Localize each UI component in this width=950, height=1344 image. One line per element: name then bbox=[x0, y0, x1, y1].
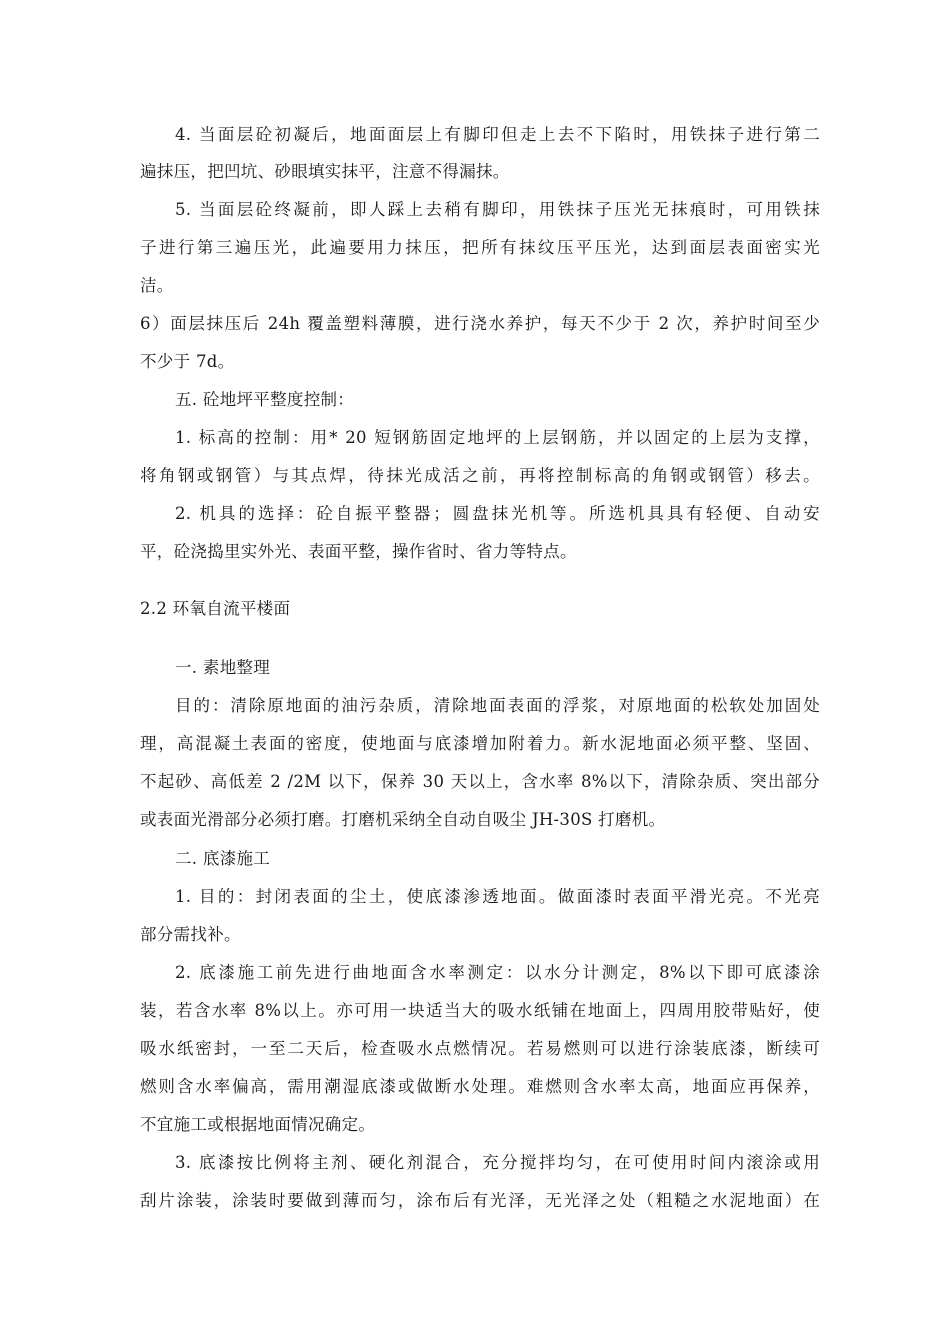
paragraph-line: 吸水纸密封，一至二天后，检查吸水点燃情况。若易燃则可以进行涂装底漆，断续可 bbox=[140, 1039, 820, 1058]
paragraph-line: 1. 目的：封闭表面的尘土，使底漆渗透地面。做面漆时表面平滑光亮。不光亮 bbox=[175, 887, 820, 906]
paragraph-line: 将角钢或钢管）与其点焊，待抹光成活之前，再将控制标高的角钢或钢管）移去。 bbox=[140, 466, 820, 485]
section-heading: 五. 砼地坪平整度控制： bbox=[175, 390, 355, 409]
paragraph-line: 目的：清除原地面的油污杂质，清除地面表面的浮浆，对原地面的松软处加固处 bbox=[175, 696, 820, 715]
paragraph-line: 6）面层抹压后 24h 覆盖塑料薄膜，进行浇水养护，每天不少于 2 次，养护时间至少 bbox=[140, 314, 820, 333]
paragraph-line: 不宜施工或根据地面情况确定。 bbox=[140, 1115, 376, 1134]
paragraph-line: 洁。 bbox=[140, 276, 174, 295]
section-heading: 二. 底漆施工 bbox=[175, 849, 271, 868]
paragraph-line: 部分需找补。 bbox=[140, 925, 241, 944]
paragraph-line: 1. 标高的控制：用* 20 短钢筋固定地坪的上层钢筋，并以固定的上层为支撑， bbox=[175, 428, 820, 447]
paragraph-line: 不起砂、高低差 2 /2M 以下，保养 30 天以上，含水率 8%以下，清除杂质、突出部分 bbox=[140, 772, 820, 791]
section-heading: 一. 素地整理 bbox=[175, 658, 271, 677]
paragraph-line: 平，砼浇捣里实外光、表面平整，操作省时、省力等特点。 bbox=[140, 542, 577, 561]
paragraph-line: 刮片涂装，涂装时要做到薄而匀，涂布后有光泽，无光泽之处（粗糙之水泥地面）在 bbox=[140, 1191, 820, 1210]
paragraph-line: 子进行第三遍压光，此遍要用力抹压，把所有抹纹压平压光，达到面层表面密实光 bbox=[140, 238, 820, 257]
paragraph-line: 理，高混凝土表面的密度，使地面与底漆增加附着力。新水泥地面必须平整、坚固、 bbox=[140, 734, 820, 753]
paragraph-line: 4. 当面层砼初凝后，地面面层上有脚印但走上去不下陷时，用铁抹子进行第二 bbox=[175, 125, 820, 144]
paragraph-line: 或表面光滑部分必须打磨。打磨机采纳全自动自吸尘 JH-30S 打磨机。 bbox=[140, 810, 666, 829]
paragraph-line: 遍抹压，把凹坑、砂眼填实抹平，注意不得漏抹。 bbox=[140, 162, 510, 181]
paragraph-line: 不少于 7d。 bbox=[140, 352, 235, 371]
paragraph-line: 5. 当面层砼终凝前，即人踩上去稍有脚印，用铁抹子压光无抹痕时，可用铁抹 bbox=[175, 200, 820, 219]
paragraph-line: 装，若含水率 8%以上。亦可用一块适当大的吸水纸铺在地面上，四周用胶带贴好，使 bbox=[140, 1001, 820, 1020]
section-title: 2.2 环氧自流平楼面 bbox=[140, 599, 291, 618]
paragraph-line: 燃则含水率偏高，需用潮湿底漆或做断水处理。难燃则含水率太高，地面应再保养， bbox=[140, 1077, 820, 1096]
paragraph-line: 3. 底漆按比例将主剂、硬化剂混合，充分搅拌均匀，在可使用时间内滚涂或用 bbox=[175, 1153, 820, 1172]
paragraph-line: 2. 机具的选择：砼自振平整器；圆盘抹光机等。所选机具具有轻便、自动安 bbox=[175, 504, 820, 523]
paragraph-line: 2. 底漆施工前先进行曲地面含水率测定：以水分计测定，8%以下即可底漆涂 bbox=[175, 963, 820, 982]
